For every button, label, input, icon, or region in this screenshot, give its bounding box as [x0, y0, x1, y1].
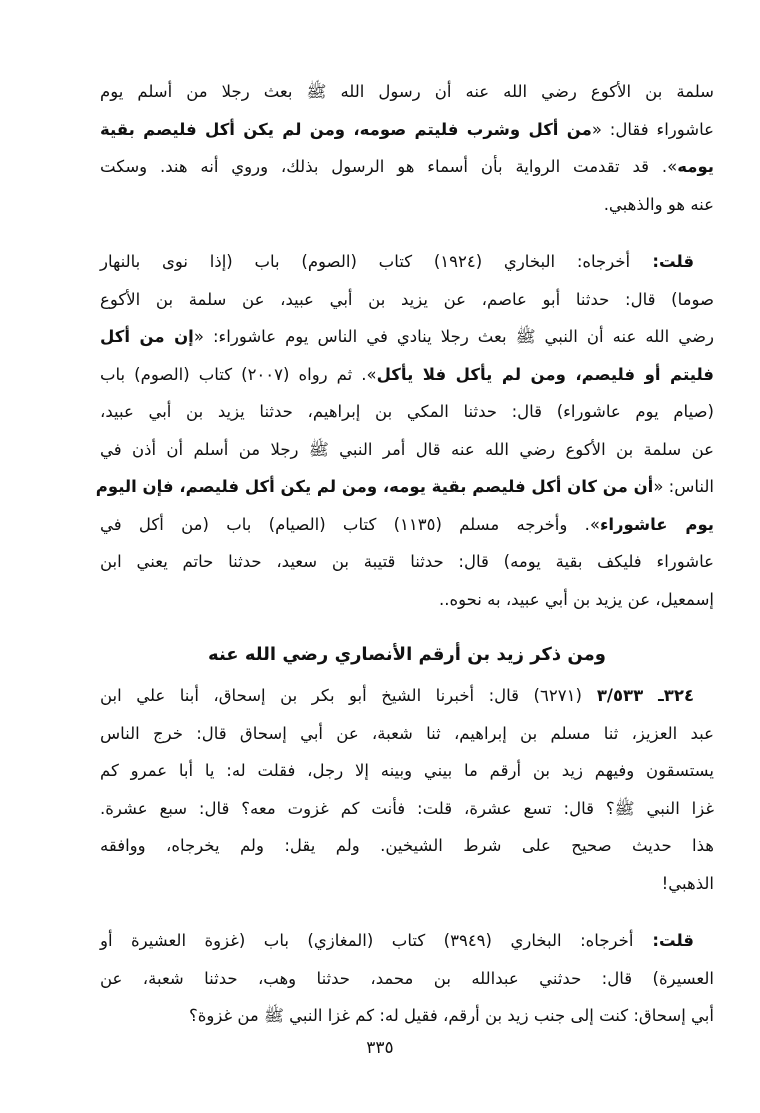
text: ». قد تقدمت الرواية بأن أسماء هو الرسول بذلك، وروي أنه هند. وسكت [100, 157, 678, 176]
text-line [100, 677, 714, 715]
text: العسيرة) قال: حدثني عبدالله بن محمد، حدثنا وهب، حدثنا شعبة، عن [100, 968, 714, 988]
text-line [100, 581, 714, 619]
text: عبد العزيز، ثنا مسلم بن إبراهيم، ثنا شعبة، عن أبي إسحاق قال: خرج الناس [100, 723, 714, 743]
text: أخرجاه: البخاري (١٩٢٤) كتاب (الصوم) باب (إذا نوى بالنهار [100, 252, 631, 271]
text-line [100, 431, 714, 469]
page-number: ٣٣٥ [366, 1038, 394, 1058]
text-line [100, 752, 714, 790]
paragraph [100, 677, 714, 902]
text: عاشوراء فقال: « [591, 119, 714, 139]
text: هذا حديث صحيح على شرط الشيخين. ولم يقل: ولم يخرجاه، ووافقه [100, 836, 714, 855]
text: عن سلمة بن الأكوع رضي الله عنه قال أمر النبي ﷺ رجلا من أسلم أن أذن في [100, 439, 714, 459]
text: صوما) قال: حدثنا أبو عاصم، عن يزيد بن أبي عبيد، عن سلمة بن الأكوع [100, 289, 714, 309]
text-line [100, 922, 714, 960]
bold-text: قلت: [630, 252, 694, 271]
text-line [100, 356, 714, 394]
text-line [100, 827, 714, 865]
text: ». وأخرجه مسلم (١١٣٥) كتاب (الصيام) باب (من أكل في [100, 514, 600, 534]
text-line [100, 865, 714, 903]
text-line [100, 960, 714, 998]
text-line [100, 790, 714, 828]
text-line [100, 148, 714, 186]
text: (صيام يوم عاشوراء) قال: حدثنا المكي بن إبراهيم، حدثنا يزيد بن أبي عبيد، [100, 402, 714, 421]
paragraph [100, 922, 714, 1035]
bold-text: يوم عاشوراء [599, 514, 714, 534]
text-line [100, 506, 714, 544]
text-line [100, 318, 714, 356]
text: يستسقون وفيهم زيد بن أرقم ما بيني وبينه إلا رجل، فقلت له: يا أبا عمرو كم [100, 761, 714, 780]
text-line [95, 468, 714, 506]
text: عاشوراء فليكف بقية يومه) قال: حدثنا قتيبة بن سعيد، حدثنا حاتم يعني ابن [100, 552, 714, 571]
text: أخرجاه: البخاري (٣٩٤٩) كتاب (المغازي) باب (غزوة العشيرة أو [100, 931, 634, 950]
bold-text: يومه [677, 157, 714, 176]
text-line [100, 243, 714, 281]
text: عنه هو والذهبي. [603, 194, 714, 214]
text-line [100, 111, 714, 149]
text-line [100, 393, 714, 431]
text: سلمة بن الأكوع رضي الله عنه أن رسول الله ﷺ بعث رجلا من أسلم يوم [100, 82, 714, 101]
text: ». ثم رواه (٢٠٠٧) كتاب (الصوم) باب [100, 364, 377, 384]
text: (٦٢٧١) قال: أخبرنا الشيخ أبو بكر بن إسحاق، أبنا علي ابن [100, 686, 582, 705]
text-line [100, 281, 714, 319]
text-line [100, 73, 714, 111]
text: أبي إسحاق: كنت إلى جنب زيد بن أرقم، فقيل له: كم غزا النبي ﷺ من غزوة؟ [188, 1006, 714, 1025]
text-line [100, 543, 714, 581]
paragraph [100, 73, 714, 223]
text: الذهبي! [661, 873, 714, 893]
section-heading: ومن ذكر زيد بن أرقم الأنصاري رضي الله عنه [208, 644, 606, 665]
bold-text: فليتم أو فليصم، ومن لم يأكل فلا يأكل [376, 364, 714, 384]
text-line [100, 715, 714, 753]
text: رضي الله عنه أن النبي ﷺ بعث رجلا ينادي في الناس يوم عاشوراء: « [193, 327, 714, 346]
bold-text: من أكل وشرب فليتم صومه، ومن لم يكن أكل فليصم بقية [100, 119, 592, 139]
page-body [95, 73, 714, 1055]
text: الناس: « [653, 477, 714, 496]
paragraph [95, 243, 714, 618]
bold-text: ٣٢٤ـ ٣/٥٣٣ [581, 686, 695, 705]
bold-text: قلت: [633, 931, 694, 950]
bold-text: أن من كان أكل فليصم بقية يومه، ومن لم يكن أكل فليصم، فإن اليوم [95, 477, 654, 496]
text-line [100, 186, 714, 224]
text: إسمعيل، عن يزيد بن أبي عبيد، به نحوه.. [439, 589, 714, 609]
text-line [100, 997, 714, 1035]
bold-text: إن من أكل [100, 327, 194, 346]
text: غزا النبي ﷺ؟ قال: تسع عشرة، قلت: فأنت كم غزوت معه؟ قال: سبع عشرة. [100, 798, 714, 818]
